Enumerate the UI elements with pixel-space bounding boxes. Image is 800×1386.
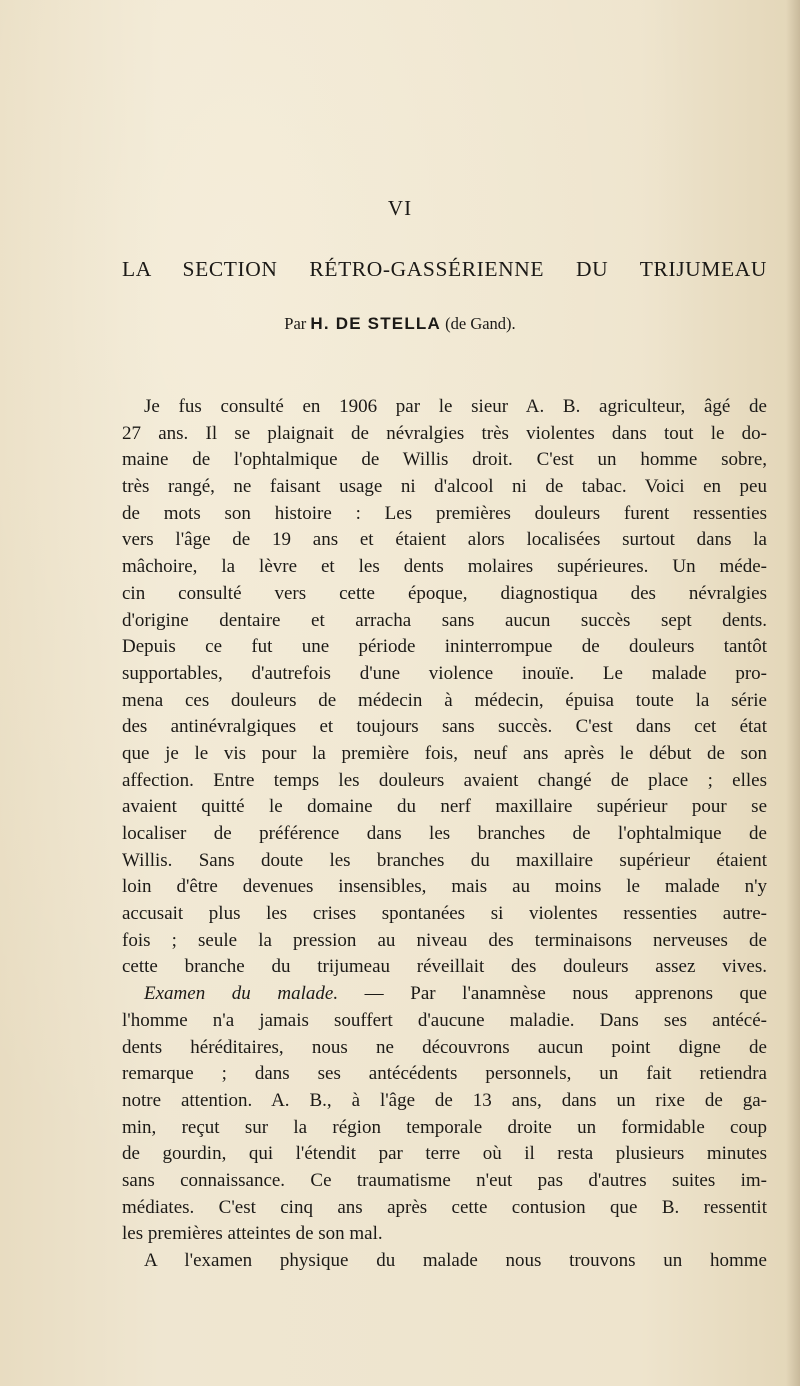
text-line: des antinévralgiques et toujours sans succès. C'est dans cet état: [122, 716, 767, 738]
byline-prefix: Par: [284, 314, 307, 333]
text-line: de mots son histoire : Les premières douleurs furent ressenties: [122, 502, 767, 524]
text-line: avaient quitté le domaine du nerf maxillaire supérieur pour se: [122, 796, 767, 818]
text-line: médiates. C'est cinq ans après cette contusion que B. ressentit: [122, 1196, 767, 1218]
chapter-number: VI: [387, 196, 413, 220]
text-line: min, reçut sur la région temporale droite un formidable coup: [122, 1116, 767, 1138]
byline: [0, 314, 800, 334]
text-line: Je fus consulté en 1906 par le sieur A. B. agriculteur, âgé de: [144, 396, 767, 417]
text-line: cette branche du trijumeau réveillait des douleurs assez vives.: [122, 956, 767, 978]
body-text: [122, 394, 767, 1275]
text-line: maine de l'ophtalmique de Willis droit. C'est un homme sobre,: [122, 449, 767, 471]
text-line: Willis. Sans doute les branches du maxillaire supérieur étaient: [122, 849, 767, 871]
text-line: que je le vis pour la première fois, neuf ans après le début de son: [122, 742, 767, 764]
text-line: l'homme n'a jamais souffert d'aucune maladie. Dans ses antécé-: [122, 1009, 767, 1031]
text-line: d'origine dentaire et arracha sans aucun succès sept dents.: [122, 609, 767, 631]
text-line: loin d'être devenues insensibles, mais au moins le malade n'y: [122, 876, 767, 898]
byline-author: H. DE STELLA: [310, 314, 441, 333]
text-line: de gourdin, qui l'étendit par terre où il resta plusieurs minutes: [122, 1143, 767, 1165]
article-title: LA SECTION RÉTRO-GASSÉRIENNE DU TRIJUMEAU: [122, 257, 767, 281]
text-line: 27 ans. Il se plaignait de névralgies très violentes dans tout le do-: [122, 422, 767, 444]
text-line: très rangé, ne faisant usage ni d'alcool ni de tabac. Voici en peu: [122, 476, 767, 498]
text-line: localiser de préférence dans les branches de l'ophtalmique de: [122, 823, 767, 844]
section-heading: Examen du malade.: [144, 983, 339, 1005]
text-line: accusait plus les crises spontanées si violentes ressenties autre-: [122, 903, 767, 925]
byline-affiliation: (de Gand).: [445, 314, 516, 333]
text-line: mâchoire, la lèvre et les dents molaires supérieures. Un méde-: [122, 556, 767, 578]
text-line: notre attention. A. B., à l'âge de 13 ans, dans un rixe de ga-: [122, 1089, 767, 1111]
text-line: les premières atteintes de son mal.: [122, 1223, 383, 1245]
text-fragment: — Par l'anamnèse nous apprenons que: [338, 983, 767, 1005]
text-line: supportables, d'autrefois d'une violence inouïe. Le malade pro-: [122, 662, 767, 684]
text-line: fois ; seule la pression au niveau des terminaisons nerveuses de: [122, 929, 767, 951]
text-line: affection. Entre temps les douleurs avaient changé de place ; elles: [122, 769, 767, 791]
text-line: sans connaissance. Ce traumatisme n'eut pas d'autres suites im-: [122, 1169, 767, 1191]
text-line: dents héréditaires, nous ne découvrons aucun point digne de: [122, 1036, 767, 1058]
text-line: A l'examen physique du malade nous trouvons un homme: [144, 1250, 767, 1271]
text-line: mena ces douleurs de médecin à médecin, épuisa toute la série: [122, 689, 767, 711]
text-line: vers l'âge de 19 ans et étaient alors localisées surtout dans la: [122, 529, 767, 551]
text-line: cin consulté vers cette époque, diagnostiqua des névralgies: [122, 582, 767, 604]
text-line: remarque ; dans ses antécédents personnels, un fait retiendra: [122, 1063, 767, 1085]
examen-line: [122, 981, 767, 1008]
text-line: Depuis ce fut une période ininterrompue de douleurs tantôt: [122, 636, 767, 658]
